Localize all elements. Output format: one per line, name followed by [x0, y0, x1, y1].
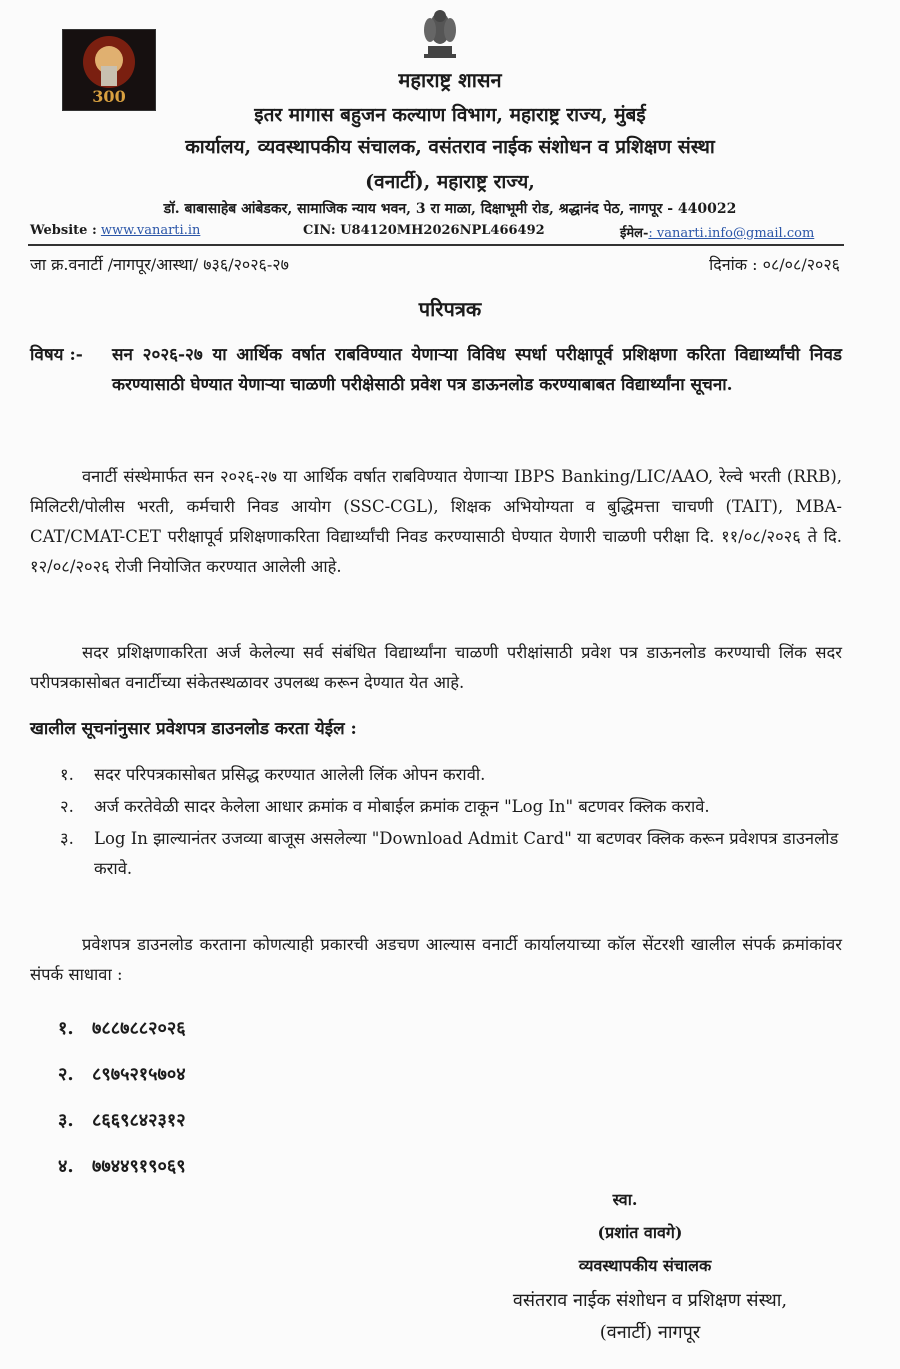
office-address: डॉ. बाबासाहेब आंबेडकर, सामाजिक न्याय भवन, 3 रा माळा, दिक्षाभूमी रोड, श्रद्धानंद पेठ, नागपूर - 440022 — [163, 201, 737, 217]
instruction-number: २. — [60, 797, 74, 816]
website-label: Website : — [30, 223, 97, 238]
header-divider — [28, 244, 844, 246]
paragraph-link-info: सदर प्रशिक्षणाकरिता अर्ज केलेल्या सर्व संबंधित विद्यार्थ्यांना चाळणी परीक्षांसाठी प्रवेश पत्र डाऊनलोड करण्याची लिंक सदर परीपत्रकासोबत वनार्टीच्या संकेतस्थळावर उपलब्ध करून देण्यात येत आहे. — [30, 643, 842, 692]
office-title-line2: (वनार्टी), महाराष्ट्र राज्य, — [365, 171, 535, 193]
contact-row — [30, 223, 840, 243]
instruction-text: सदर परिपत्रकासोबत प्रसिद्ध करण्यात आलेली लिंक ओपन करावी. — [94, 765, 486, 784]
signatory-organization: वसंतराव नाईक संशोधन व प्रशिक्षण संस्था, — [512, 1290, 788, 1311]
phone-number-index: ३. — [58, 1110, 74, 1131]
signatory-city: (वनार्टी) नागपूर — [599, 1322, 701, 1343]
document-title: परिपत्रक — [418, 297, 482, 321]
instruction-item — [60, 824, 842, 884]
subject-block — [30, 340, 842, 400]
date-value: ०८/०८/२०२६ — [762, 255, 840, 274]
svg-text:300: 300 — [92, 87, 126, 106]
phone-list — [58, 1006, 186, 1190]
state-emblem-icon — [414, 2, 466, 62]
website-link[interactable]: www.vanarti.in — [100, 223, 201, 238]
instructions-heading: खालील सूचनांनुसार प्रवेशपत्र डाउनलोड करता येईल : — [30, 719, 357, 739]
phone-item — [58, 1144, 186, 1190]
date-label: दिनांक : — [709, 255, 758, 274]
phone-item — [58, 1052, 186, 1098]
paragraph-intro: वनार्टी संस्थेमार्फत सन २०२६-२७ या आर्थिक वर्षात राबविण्यात येणाऱ्या IBPS Banking/LIC/AAO, रेल्वे भरती (RRB), मिलिटरी/पोलीस भरती, कर्मचारी निवड आयोग (SSC-CGL), शिक्षक अभियोग्यता व बुद्धिमत्ता चाचणी (TAIT), MBA-CAT/CMAT-CET परीक्षापूर्व प्रशिक्षणाकरिता विद्यार्थ्यांची निवड करण्यासाठी घेण्यात येणारी चाळणी परीक्षा दि. ११/०८/२०२६ ते दि. १२/०८/२०२६ रोजी नियोजित करण्यात आलेली आहे. — [30, 467, 842, 576]
instruction-number: ३. — [60, 829, 74, 848]
email-label: ईमेल- — [620, 226, 649, 241]
instruction-item — [60, 760, 842, 790]
paragraph-helpline: प्रवेशपत्र डाउनलोड करताना कोणत्याही प्रकारची अडचण आल्यास वनार्टी कार्यालयाच्या कॉल सेंटरशी खालील संपर्क क्रमांकांवर संपर्क साधावा : — [30, 935, 842, 984]
government-title: महाराष्ट्र शासन — [398, 68, 502, 92]
phone-number: ७७४४९१९०६९ — [92, 1156, 186, 1177]
signatory-designation: व्यवस्थापकीय संचालक — [578, 1256, 712, 1275]
phone-number-index: ४. — [58, 1156, 74, 1177]
phone-number: ७८८७८८२०२६ — [92, 1018, 186, 1039]
instruction-item — [60, 792, 842, 822]
phone-number-index: १. — [58, 1018, 74, 1039]
instruction-number: १. — [60, 765, 74, 784]
reference-number: जा क्र.वनार्टी /नागपूर/आस्था/ ७३६/२०२६-२७ — [30, 255, 289, 274]
phone-number: ८६६९८४२३१२ — [92, 1110, 186, 1131]
reference-date — [709, 253, 840, 275]
phone-item — [58, 1098, 186, 1144]
signature-sd: स्वा. — [612, 1190, 638, 1209]
subject-text: सन २०२६-२७ या आर्थिक वर्षात राबविण्यात येणाऱ्या विविध स्पर्धा परीक्षापूर्व प्रशिक्षणा करिता विद्यार्थ्यांची निवड करण्यासाठी घेण्यात येणाऱ्या चाळणी परीक्षेसाठी प्रवेश पत्र डाऊनलोड करण्याबाबत विद्यार्थ्यांना सूचना. — [112, 345, 842, 395]
subject-label: विषय :- — [30, 345, 83, 365]
department-title: इतर मागास बहुजन कल्याण विभाग, महाराष्ट्र राज्य, मुंबई — [254, 104, 646, 126]
email-link[interactable]: : vanarti.info@gmail.com — [648, 226, 815, 241]
instruction-text: Log In झाल्यानंतर उजव्या बाजूस असलेल्या "Download Admit Card" या बटणवर क्लिक करून प्रवेशपत्र डाउनलोड करावे. — [94, 829, 839, 878]
instructions-list — [60, 760, 842, 886]
phone-number: ८९७५२१५७०४ — [92, 1064, 186, 1085]
reference-row — [30, 253, 840, 275]
instruction-text: अर्ज करतेवेळी सादर केलेला आधार क्रमांक व मोबाईल क्रमांक टाकून "Log In" बटणवर क्लिक करावे. — [94, 797, 710, 816]
phone-item — [58, 1006, 186, 1052]
cin-value: U84120MH2026NPL466492 — [340, 223, 545, 238]
signatory-name: (प्रशांत वावगे) — [597, 1223, 683, 1242]
phone-number-index: २. — [58, 1064, 74, 1085]
office-title-line1: कार्यालय, व्यवस्थापकीय संचालक, वसंतराव नाईक संशोधन व प्रशिक्षण संस्था — [185, 136, 715, 158]
cin-label: CIN: — [303, 223, 336, 238]
